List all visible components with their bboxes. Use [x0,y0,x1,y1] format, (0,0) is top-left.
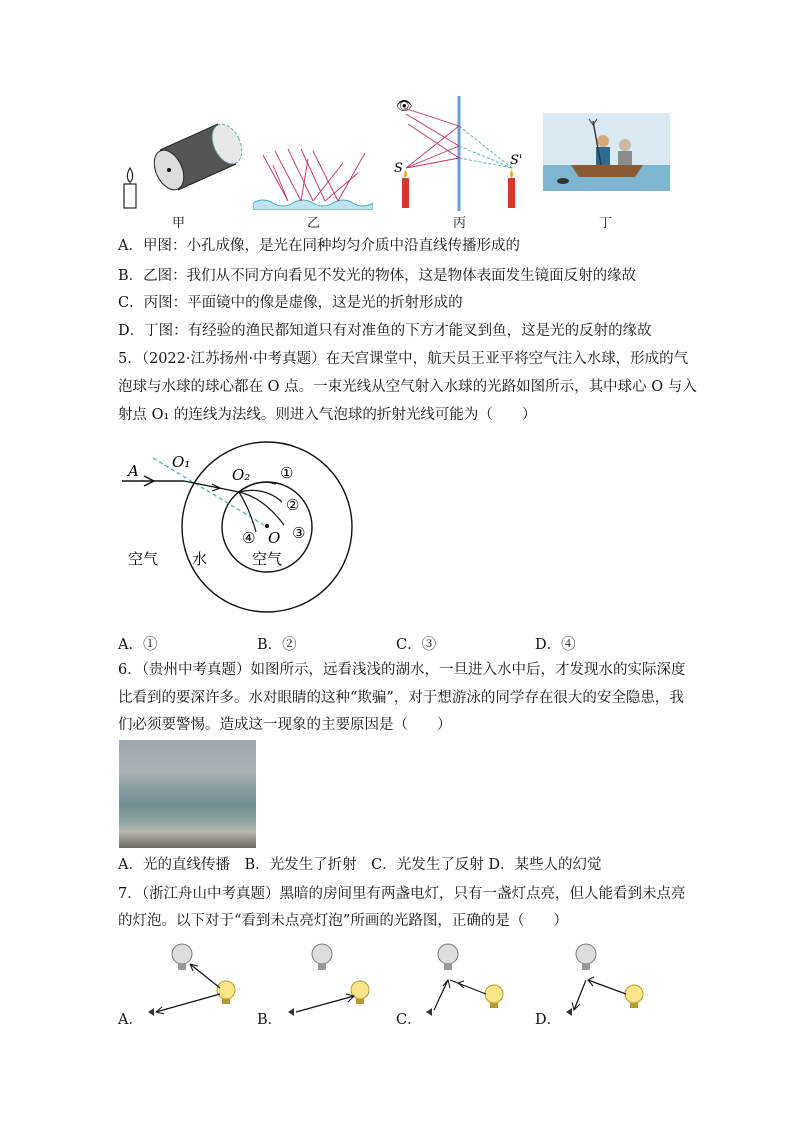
q6-line-2: 比看到的要深许多。水对眼睛的这种“欺骗”，对于想游泳的同学存在很大的安全隐患，我 [118,690,684,706]
q4-option-a: A．甲图：小孔成像，是光在同种均匀介质中沿直线传播形成的 [118,238,520,254]
label-o2: O₂ [232,466,251,484]
caption-bing: 丙 [453,216,467,231]
q7-diagram-a [140,940,250,1025]
q7-line-2: 的灯泡。以下对于“看到未点亮灯泡”所画的光路图，正确的是（ ） [118,913,568,929]
figure-ding [543,113,670,191]
figure-yi [253,145,373,210]
eye-icon [566,1008,572,1016]
eye-icon [288,1008,294,1016]
q7-diagram-d [560,940,670,1025]
q5-line-3: 射点 O₁ 的连线为法线。则进入气泡球的折射光线可能为（ ） [118,407,537,423]
label-a: A [128,462,139,480]
label-air-outer: 空气 [128,550,159,568]
bubble-diagram [118,440,398,620]
q5-line-2: 泡球与水球的球心都在 O 点。一束光线从空气射入水球的光路如图所示，其中球心 O 与入 [118,379,697,395]
label-o: O [268,529,281,547]
q4-option-b: B．乙图：我们从不同方向看见不发光的物体，这是物体表面发生镜面反射的缘故 [118,268,637,284]
q7-diagram-b [280,940,390,1025]
q7-line-1: 7．（浙江舟山中考真题）黑暗的房间里有两盏电灯，只有一盏灯点亮，但人能看到未点亮 [118,886,686,902]
eye-icon: 👁 [396,99,413,114]
eye-icon [148,1008,154,1016]
q4-option-c: C．丙图：平面镜中的像是虚像，这是光的折射形成的 [118,295,463,311]
q6-line-1: 6．（贵州中考真题）如图所示，远看浅浅的湖水，一旦进入水中后，才发现水的实际深度 [118,662,686,678]
q7-option-d-label: D． [535,1012,562,1028]
label-s-prime: S' [510,153,523,168]
q5-option-c: C．③ [396,637,437,653]
label-s: S [394,161,403,176]
q7-diagram-c [420,940,530,1025]
caption-jia: 甲 [172,216,186,231]
figure-bing [392,96,527,211]
lake-photo [119,740,256,848]
q5-option-a: A．① [118,637,158,653]
label-ray-3: ③ [292,524,306,542]
q7-option-a-label: A． [118,1012,143,1028]
caption-yi: 乙 [307,216,321,231]
label-ray-2: ② [286,496,300,514]
q7-option-c-label: C． [396,1012,422,1028]
label-ray-1: ① [280,464,294,482]
label-o1: O₁ [172,453,191,471]
label-water: 水 [192,550,208,568]
q4-option-d: D．丁图：有经验的渔民都知道只有对准鱼的下方才能叉到鱼，这是光的反射的缘故 [118,323,652,339]
q7-option-b-label: B． [257,1012,283,1028]
q6-line-3: 们必须要警惕。造成这一现象的主要原因是（ ） [118,717,452,733]
q5-option-d: D．④ [535,637,576,653]
q5-option-b: B．② [257,637,297,653]
label-ray-4: ④ [242,529,256,547]
figure-jia [118,112,258,212]
eye-icon [426,1008,432,1016]
q6-options: A．光的直线传播 B．光发生了折射 C．光发生了反射 D．某些人的幻觉 [118,857,602,873]
label-air-inner: 空气 [252,550,283,568]
q5-line-1: 5．（2022·江苏扬州·中考真题）在天宫课堂中，航天员王亚平将空气注入水球，形成的气 [118,351,689,367]
caption-ding: 丁 [599,216,613,231]
